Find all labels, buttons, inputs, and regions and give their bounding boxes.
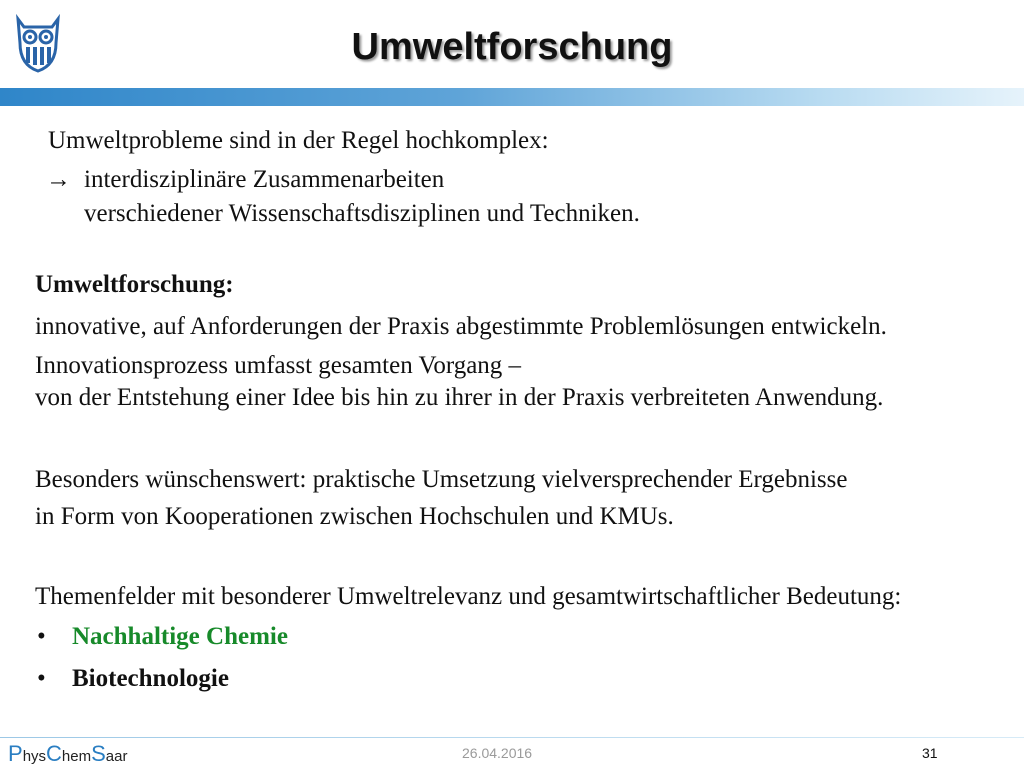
slide-title: Umweltforschung <box>351 26 673 68</box>
brand-letter-s: S <box>91 741 106 766</box>
paragraph-4: Themenfelder mit besonderer Umweltrelevanz und gesamtwirtschaftlicher Bedeutung: <box>35 583 902 610</box>
footer-brand <box>8 741 127 767</box>
brand-text-aar: aar <box>105 748 128 765</box>
arrow-icon: → <box>46 166 71 193</box>
paragraph-2-line-2: von der Entstehung einer Idee bis hin zu ihrer in der Praxis verbreiteten Anwendung. <box>35 384 884 411</box>
bullet-item-biotechnologie: Biotechnologie <box>72 665 229 692</box>
bullet-item-nachhaltige-chemie: Nachhaltige Chemie <box>72 623 288 650</box>
brand-letter-c: C <box>46 741 62 766</box>
paragraph-3-line-1: Besonders wünschenswert: praktische Umsetzung vielversprechender Ergebnisse <box>35 466 848 493</box>
arrow-line-2: verschiedener Wissenschaftsdisziplinen und Techniken. <box>84 200 640 227</box>
bullet-icon: • <box>37 665 46 692</box>
brand-letter-p: P <box>8 741 23 766</box>
bullet-icon: • <box>37 623 46 650</box>
section-heading: Umweltforschung: <box>35 271 234 298</box>
footer-divider <box>0 737 1024 738</box>
arrow-line-1: interdisziplinäre Zusammenarbeiten <box>84 166 445 193</box>
paragraph-3-line-2: in Form von Kooperationen zwischen Hochschulen und KMUs. <box>35 503 674 530</box>
brand-text-hem: hem <box>61 748 92 765</box>
footer-date: 26.04.2016 <box>462 745 533 761</box>
brand-text-hys: hys <box>22 748 47 765</box>
intro-line: Umweltprobleme sind in der Regel hochkomplex: <box>48 127 549 154</box>
paragraph-1: innovative, auf Anforderungen der Praxis abgestimmte Problemlösungen entwickeln. <box>35 313 887 340</box>
footer-page-number: 31 <box>922 745 938 761</box>
title-accent-bar <box>0 88 1024 106</box>
paragraph-2-line-1: Innovationsprozess umfasst gesamten Vorgang – <box>35 352 522 379</box>
